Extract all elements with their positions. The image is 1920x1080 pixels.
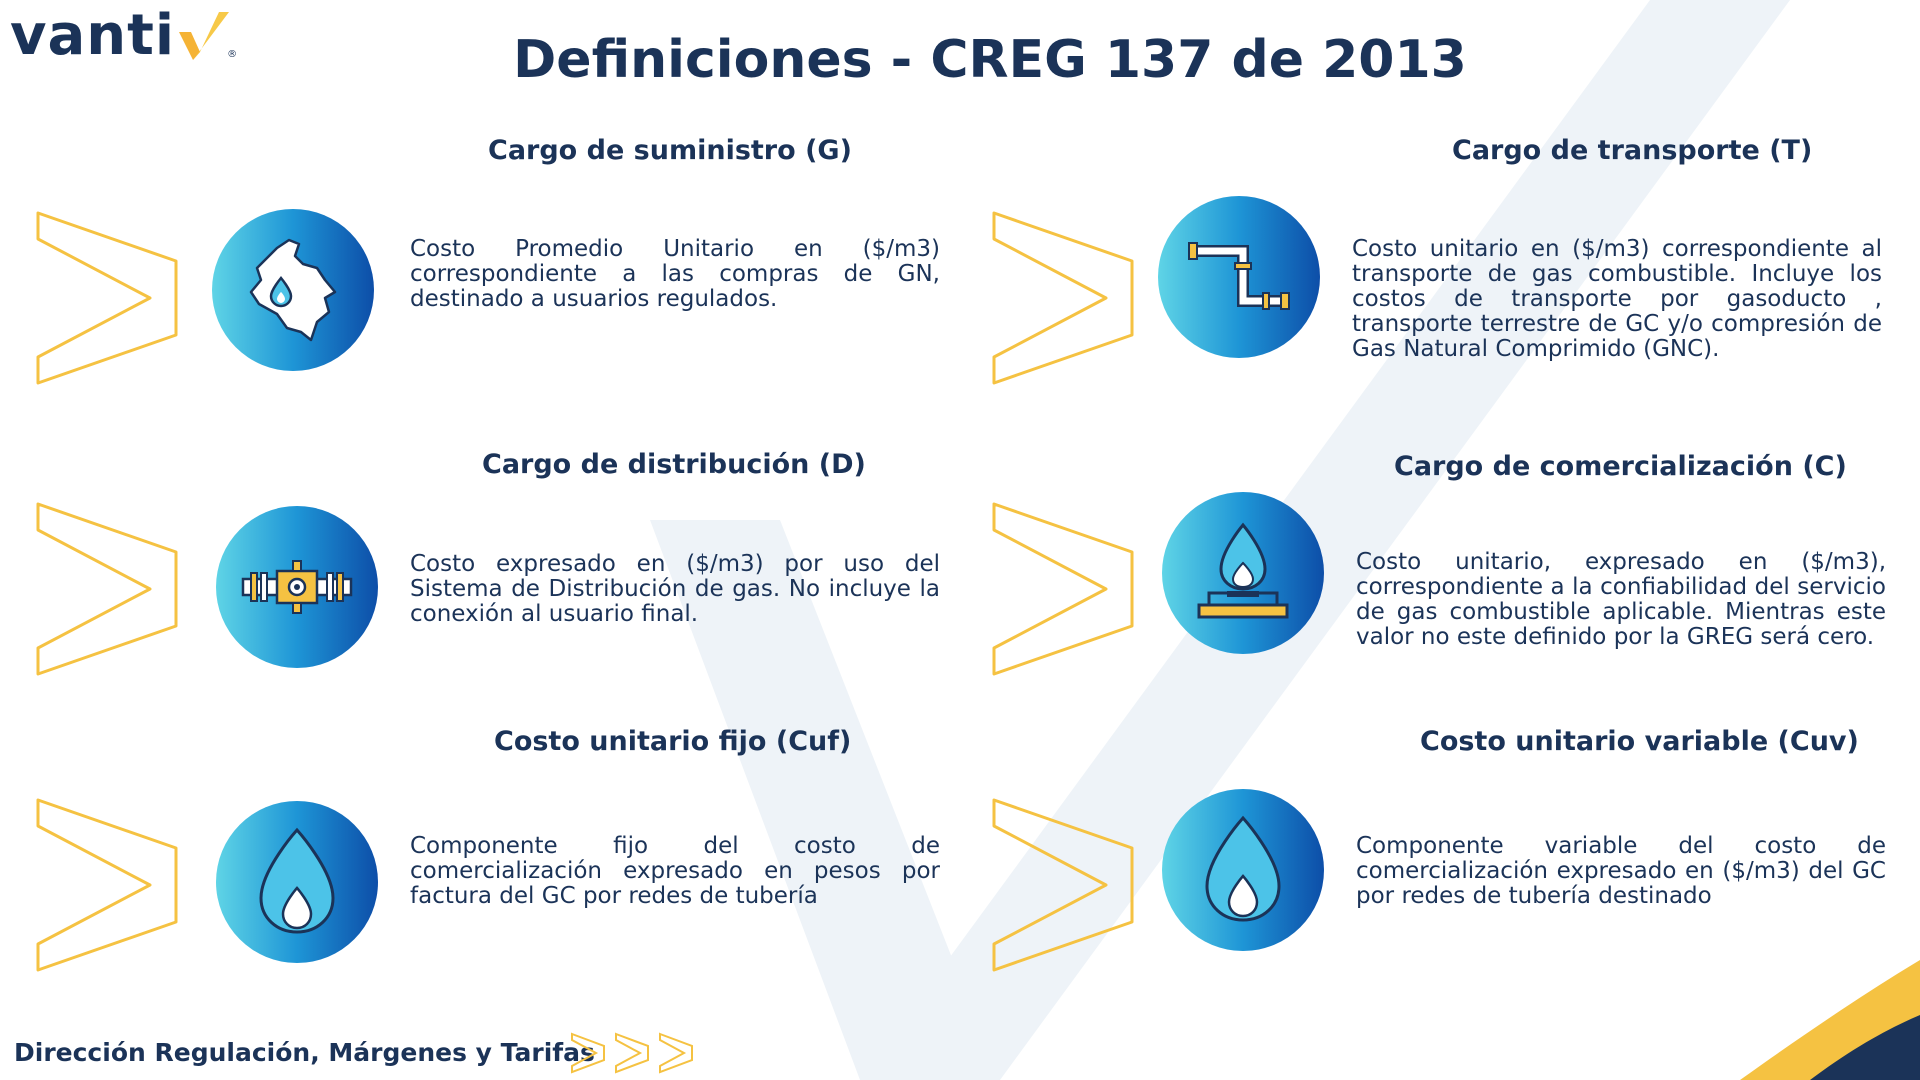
- transporte-icon-circle: [1158, 196, 1320, 358]
- section-title-comercializacion: Cargo de comercialización (C): [1394, 451, 1847, 482]
- footer-chevron-icon: [570, 1032, 606, 1074]
- description-suministro: Costo Promedio Unitario en ($/m3) correspondiente a las compras de GN, destinado a usuarios regulados.: [410, 236, 940, 312]
- section-title-transporte: Cargo de transporte (T): [1452, 135, 1813, 166]
- chevron-icon: [990, 500, 1136, 678]
- page-title: Definiciones - CREG 137 de 2013: [513, 30, 1467, 90]
- logo-check-icon: [173, 8, 229, 64]
- chevron-icon: [34, 796, 180, 974]
- section-title-suministro: Cargo de suministro (G): [488, 135, 852, 166]
- description-cuv: Componente variable del costo de comercialización expresado en ($/m3) del GC por redes de tubería destinado: [1356, 833, 1886, 909]
- colombia-map-gas-drop-icon: [237, 234, 349, 346]
- description-comercializacion: Costo unitario, expresado en ($/m3), correspondiente a la confiabilidad del servicio de gas combustible aplicable. Mientras este valor no este definido por la GREG será cero.: [1356, 549, 1886, 650]
- gas-flame-icon: [1187, 814, 1299, 926]
- suministro-icon-circle: [212, 209, 374, 371]
- footer-text: Dirección Regulación, Márgenes y Tarifas: [14, 1038, 595, 1067]
- footer-chevron-icon: [658, 1032, 694, 1074]
- distribucion-icon-circle: [216, 506, 378, 668]
- chevron-icon: [990, 796, 1136, 974]
- chevron-icon: [34, 500, 180, 678]
- section-title-cuv: Costo unitario variable (Cuv): [1420, 726, 1859, 757]
- pipe-valve-icon: [241, 531, 353, 643]
- gas-burner-icon: [1187, 517, 1299, 629]
- description-transporte: Costo unitario en ($/m3) correspondiente al transporte de gas combustible. Incluye los costos de transporte por gasoducto , transporte terrestre de GC y/o compresión de Gas Natural Comprimido (GNC).: [1352, 236, 1882, 362]
- description-cuf: Componente fijo del costo de comercialización expresado en pesos por factura del GC por redes de tubería: [410, 833, 940, 909]
- chevron-icon: [990, 209, 1136, 387]
- cuf-icon-circle: [216, 801, 378, 963]
- description-distribucion: Costo expresado en ($/m3) por uso del Sistema de Distribución de gas. No incluye la conexión al usuario final.: [410, 551, 940, 627]
- footer-chevron-icon: [614, 1032, 650, 1074]
- logo-registered-mark: ®: [227, 49, 238, 60]
- corner-decoration: [1660, 960, 1920, 1080]
- section-title-distribucion: Cargo de distribución (D): [482, 449, 866, 480]
- logo-text: vanti: [10, 3, 176, 68]
- vanti-logo: [10, 3, 238, 68]
- cuv-icon-circle: [1162, 789, 1324, 951]
- section-title-cuf: Costo unitario fijo (Cuf): [494, 726, 852, 757]
- comercializacion-icon-circle: [1162, 492, 1324, 654]
- pipeline-icon: [1183, 221, 1295, 333]
- gas-flame-icon: [241, 826, 353, 938]
- chevron-icon: [34, 209, 180, 387]
